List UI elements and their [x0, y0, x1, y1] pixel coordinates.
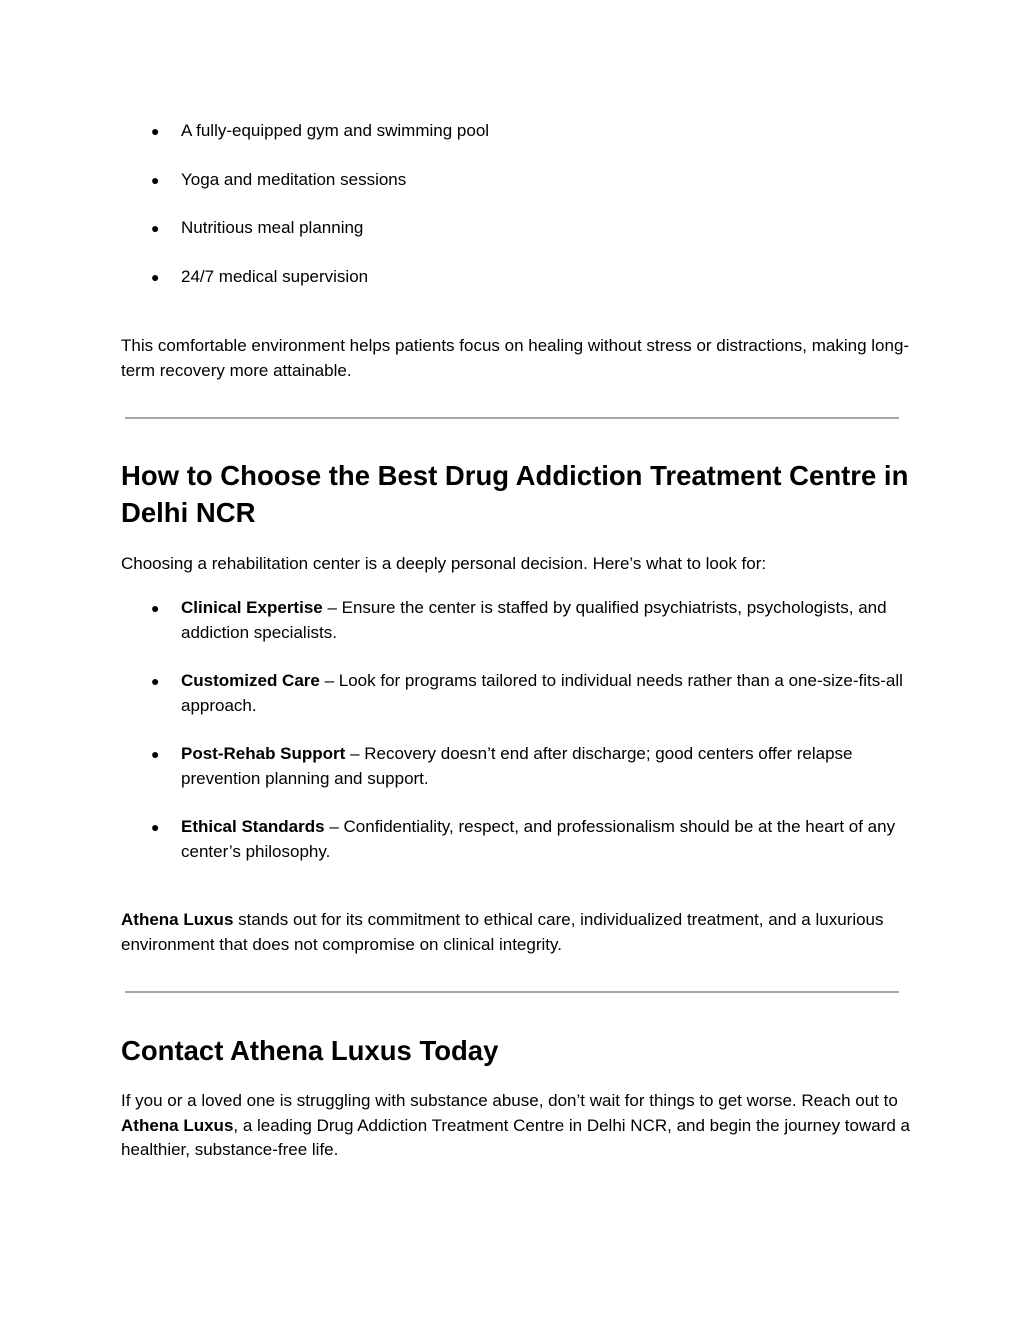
list-item-text: Nutritious meal planning: [181, 218, 364, 237]
list-item-text: A fully-equipped gym and swimming pool: [181, 121, 490, 140]
contact-text-after: , a leading Drug Addiction Treatment Centre in Delhi NCR, and begin the journey toward a healthier, substance-free life.: [121, 1115, 911, 1159]
list-item: [151, 168, 911, 193]
criterion-term: Post-Rehab Support: [181, 744, 346, 763]
bullet-icon: ●: [151, 220, 160, 236]
section-divider: [125, 417, 899, 419]
contact-text-before: If you or a loved one is struggling with substance abuse, don’t wait for things to get worse. Reach out to: [121, 1091, 898, 1110]
criterion-term: Customized Care: [181, 671, 320, 690]
list-item-text: Yoga and meditation sessions: [181, 169, 407, 189]
amenities-list: [151, 119, 911, 289]
list-item: [151, 119, 911, 144]
brand-name: Athena Luxus: [121, 1115, 234, 1135]
brand-name: Athena Luxus: [121, 910, 234, 929]
bullet-icon: ●: [151, 600, 160, 616]
contact-heading: Contact Athena Luxus Today: [121, 1035, 499, 1066]
choose-intro: Choosing a rehabilitation center is a deeply personal decision. Here’s what to look for:: [121, 554, 767, 573]
criterion-text: – Ensure the center is staffed by qualified psychiatrists, psychologists, and addiction specialists.: [181, 598, 887, 642]
bullet-icon: ●: [151, 746, 160, 762]
closing-text: stands out for its commitment to ethical care, individualized treatment, and a luxurious environment that does not compromise on clinical integrity.: [121, 910, 884, 954]
list-item: [151, 815, 911, 864]
section-heading: How to Choose the Best Drug Addiction Treatment Centre in Delhi NCR: [121, 460, 909, 528]
list-item: [151, 596, 911, 645]
criterion-text: – Confidentiality, respect, and professionalism should be at the heart of any center’s philosophy.: [181, 817, 896, 861]
contact-paragraph: [121, 1089, 911, 1163]
section-divider: [125, 991, 899, 993]
bullet-icon: ●: [151, 171, 160, 188]
bullet-icon: ●: [151, 673, 160, 689]
list-item: [151, 669, 911, 718]
criterion-term: Ethical Standards: [181, 817, 325, 836]
closing-paragraph: [121, 908, 911, 957]
criterion-term: Clinical Expertise: [181, 598, 323, 617]
bullet-icon: ●: [151, 268, 160, 285]
bullet-icon: ●: [151, 123, 160, 139]
criterion-text: – Recovery doesn’t end after discharge; good centers offer relapse prevention planning and support.: [181, 744, 853, 788]
list-item: [151, 265, 911, 290]
list-item-text: 24/7 medical supervision: [181, 266, 369, 286]
bullet-icon: ●: [151, 819, 160, 835]
criteria-list: [151, 596, 911, 864]
criterion-text: – Look for programs tailored to individual needs rather than a one-size-fits-all approach.: [181, 671, 903, 715]
environment-paragraph: This comfortable environment helps patients focus on healing without stress or distractions, making long-term recovery more attainable.: [121, 336, 910, 380]
list-item: [151, 216, 911, 241]
list-item: [151, 742, 911, 791]
